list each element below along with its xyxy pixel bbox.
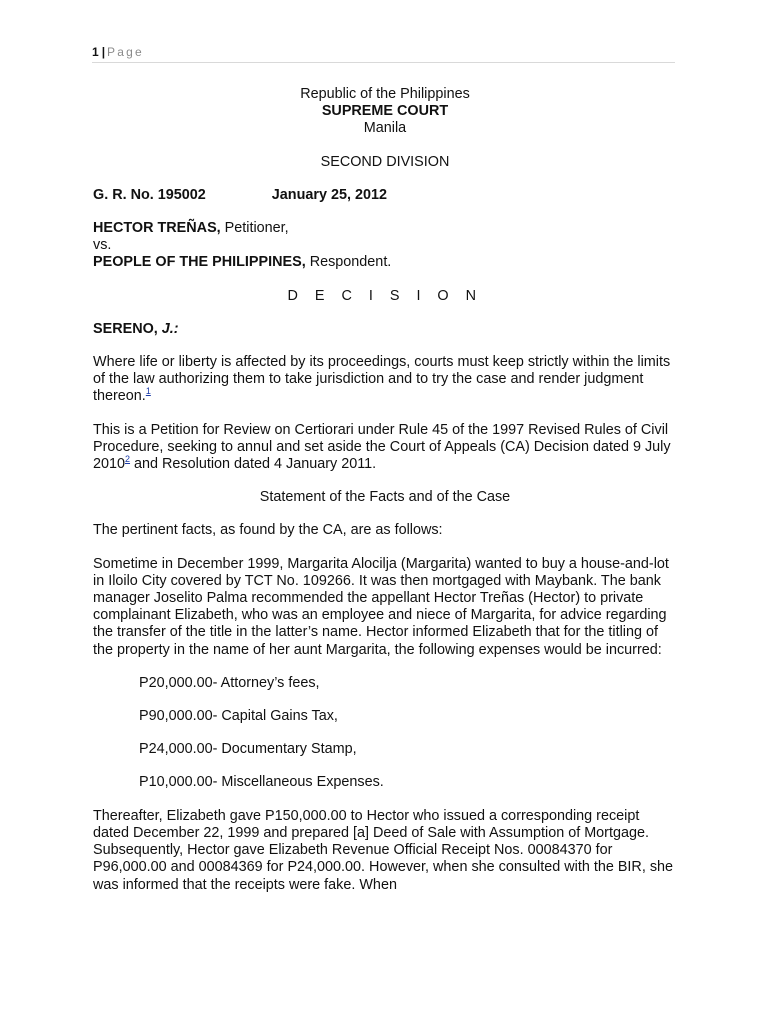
expense-item: P10,000.00- Miscellaneous Expenses. bbox=[139, 774, 384, 791]
paragraph-5: Thereafter, Elizabeth gave P150,000.00 to Hector who issued a corresponding receipt dated December 22, 1999 and prepared [a] Deed of Sale with Assumption of Mortgage. Subsequently, Hector gave Elizabeth Revenue Official Receipt Nos. 00084370 for P96,000.00 and 00084369 for P24,000.00. However, when she consulted with the BIR, she was informed that the receipts were fake. When bbox=[93, 807, 674, 893]
expense-item: P24,000.00- Documentary Stamp, bbox=[139, 741, 357, 758]
page-label: Page bbox=[107, 45, 144, 59]
gr-number: G. R. No. 195002 bbox=[93, 186, 206, 203]
paragraph-2 bbox=[93, 422, 677, 474]
petitioner-name: HECTOR TREÑAS, bbox=[93, 220, 221, 237]
page-number: 1 bbox=[92, 45, 99, 59]
division-name: SECOND DIVISION bbox=[320, 153, 450, 170]
court-city: Manila bbox=[363, 120, 407, 137]
respondent-name: PEOPLE OF THE PHILIPPINES, bbox=[93, 254, 306, 271]
paragraph-1 bbox=[93, 354, 677, 406]
case-number-line bbox=[93, 187, 677, 204]
header-separator: | bbox=[101, 45, 106, 59]
decision-date: January 25, 2012 bbox=[271, 186, 387, 203]
paragraph-2-text-b: and Resolution dated 4 January 2011. bbox=[130, 456, 377, 473]
ponente bbox=[93, 321, 677, 338]
footnote-link-2[interactable]: 2 bbox=[125, 454, 131, 465]
republic-line: Republic of the Philippines bbox=[300, 86, 470, 102]
respondent-role: Respondent. bbox=[305, 254, 392, 271]
ponente-name: SERENO, bbox=[93, 320, 162, 337]
page-header bbox=[92, 42, 675, 63]
expense-item: P20,000.00- Attorney’s fees, bbox=[139, 674, 320, 691]
paragraph-4: Sometime in December 1999, Margarita Alocilja (Margarita) wanted to buy a house-and-lot in Iloilo City covered by TCT No. 109266. It was then mortgaged with Maybank. The bank manager Joselito Palma recommended the appellant Hector Treñas (Hector) to private complainant Elizabeth, who was an employee and niece of Margarita, for advice regarding the transfer of the title in the latter’s name. Hector informed Elizabeth that for the titling of the property in the name of her aunt Margarita, the following expenses would be incurred: bbox=[93, 555, 669, 658]
caption-block bbox=[93, 86, 677, 138]
respondent-line bbox=[93, 254, 677, 271]
footnote-link-1[interactable]: 1 bbox=[145, 386, 151, 397]
court-name: SUPREME COURT bbox=[321, 103, 449, 120]
petitioner-line bbox=[93, 220, 677, 237]
expense-item: P90,000.00- Capital Gains Tax, bbox=[139, 708, 338, 725]
ponente-title: J.: bbox=[161, 320, 179, 337]
paragraph-3: The pertinent facts, as found by the CA, are as follows: bbox=[93, 522, 443, 539]
petitioner-role: Petitioner, bbox=[220, 220, 289, 237]
paragraph-1-text: Where life or liberty is affected by its proceedings, courts must keep strictly within the limits of the law authorizing them to take jurisdiction and to try the case and render judgment thereon. bbox=[93, 354, 671, 405]
section-heading: Statement of the Facts and of the Case bbox=[259, 489, 511, 506]
document-body bbox=[93, 86, 677, 894]
parties-block bbox=[93, 220, 677, 272]
paragraph-2-text-a: This is a Petition for Review on Certiorari under Rule 45 of the 1997 Revised Rules of Civil Procedure, seeking to annul and set aside the Court of Appeals (CA) Decision dated 9 July 2010 bbox=[93, 421, 671, 473]
versus: vs. bbox=[93, 237, 112, 254]
decision-heading: D E C I S I O N bbox=[287, 287, 483, 304]
